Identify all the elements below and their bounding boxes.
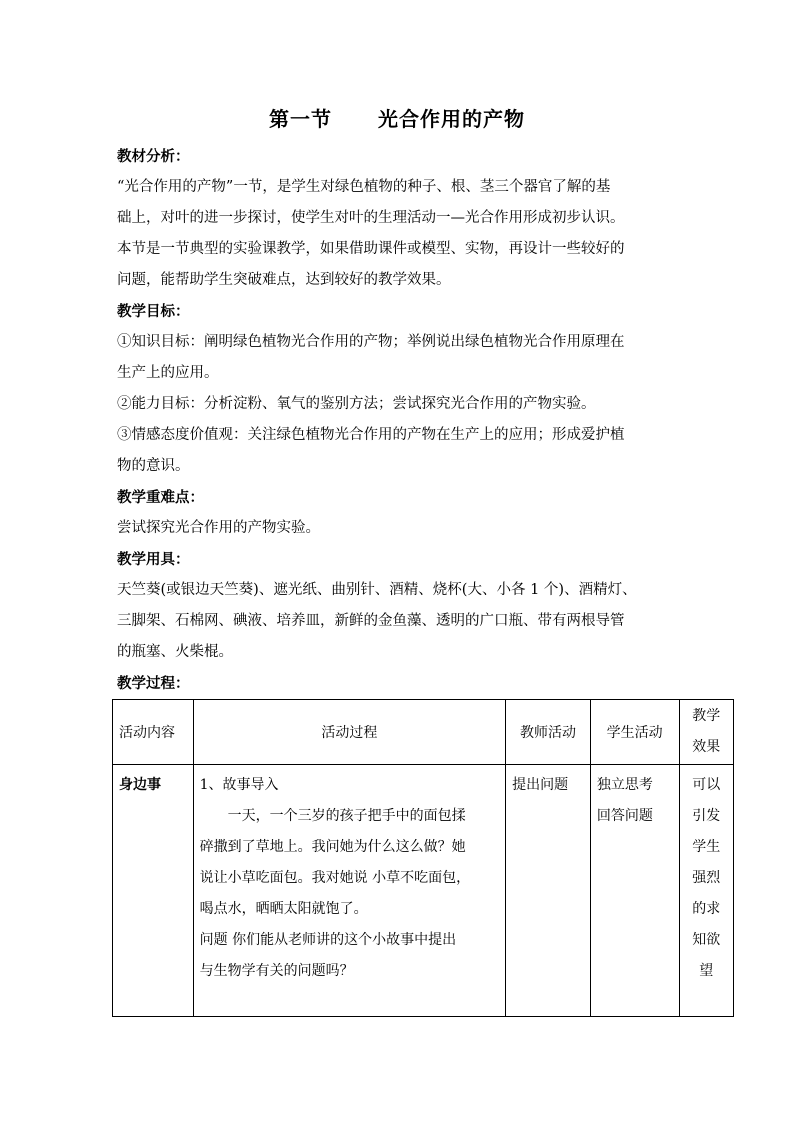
student-line: 独立思考 <box>596 777 653 793</box>
table-row <box>113 765 734 1017</box>
student-line: 回答问题 <box>596 808 653 824</box>
analysis-line: 本节是一节典型的实验课教学，如果借助课件或模型、实物，再设计一些较好的 <box>117 241 625 257</box>
effect-line: 望 <box>699 963 714 979</box>
key-points-heading: 教学重难点： <box>117 489 204 506</box>
analysis-body <box>117 172 679 296</box>
header-activity-content: 活动内容 <box>113 700 194 765</box>
effect-line: 可以 <box>692 777 721 793</box>
tools-line: 天竺葵(或银边天竺葵)、遮光纸、曲别针、酒精、烧杯(大、小各 1 个)、酒精灯、 <box>117 582 637 598</box>
row-activity-process <box>193 765 506 1017</box>
goals-heading: 教学目标： <box>117 303 190 320</box>
analysis-heading: 教材分析： <box>117 148 190 165</box>
tools-heading: 教学用具： <box>117 551 190 568</box>
analysis-line: 问题，能帮助学生突破难点，达到较好的教学效果。 <box>117 272 451 288</box>
process-line: 问题 你们能从老师讲的这个小故事中提出 <box>199 932 457 948</box>
tools-line: 的瓶塞、火柴棍。 <box>117 644 233 660</box>
process-line: 1、故事导入 <box>199 777 279 793</box>
lesson-content <box>117 141 679 699</box>
header-teaching-effect: 教学效果 <box>679 700 733 765</box>
goals-line: 物的意识。 <box>117 458 190 474</box>
goals-line: ①知识目标：阐明绿色植物光合作用的产物；举例说出绿色植物光合作用原理在 <box>117 334 625 350</box>
page-title <box>0 103 794 132</box>
row-teacher-activity: 提出问题 <box>506 765 591 1017</box>
process-line: 与生物学有关的问题吗？ <box>199 963 354 979</box>
goals-line: 生产上的应用。 <box>117 365 219 381</box>
process-line: 碎撒到了草地上。我问她为什么这么做？她 <box>199 839 466 855</box>
title-section: 第一节 <box>269 107 332 131</box>
table-header-row <box>113 700 734 765</box>
row-teaching-effect <box>679 765 733 1017</box>
process-table <box>112 699 734 1017</box>
effect-line: 强烈 <box>692 870 721 886</box>
goals-line: ②能力目标：分析淀粉、氧气的鉴别方法；尝试探究光合作用的产物实验。 <box>117 396 596 412</box>
analysis-line: “光合作用的产物”一节，是学生对绿色植物的种子、根、茎三个器官了解的基 <box>117 179 611 195</box>
effect-line: 引发 <box>692 808 721 824</box>
tools-line: 三脚架、石棉网、碘液、培养皿，新鲜的金鱼藻、透明的广口瓶、带有两根导管 <box>117 613 625 629</box>
process-line: 说让小草吃面包。我对她说 小草不吃面包， <box>199 870 471 886</box>
header-student-activity: 学生活动 <box>590 700 679 765</box>
key-points-line: 尝试探究光合作用的产物实验。 <box>117 520 320 536</box>
title-name: 光合作用的产物 <box>378 107 525 131</box>
effect-line: 的求 <box>692 901 721 917</box>
effect-line: 知欲 <box>692 932 721 948</box>
row-activity-content: 身边事 <box>113 765 194 1017</box>
goals-body <box>117 327 679 482</box>
goals-line: ③情感态度价值观：关注绿色植物光合作用的产物在生产上的应用；形成爱护植 <box>117 427 625 443</box>
header-teacher-activity: 教师活动 <box>506 700 591 765</box>
analysis-line: 础上，对叶的进一步探讨，使学生对叶的生理活动一—光合作用形成初步认识。 <box>117 210 625 226</box>
row-student-activity <box>590 765 679 1017</box>
header-activity-process: 活动过程 <box>193 700 506 765</box>
effect-line: 学生 <box>692 839 721 855</box>
process-line: 喝点水，晒晒太阳就饱了。 <box>199 901 368 917</box>
process-heading: 教学过程： <box>117 675 190 692</box>
process-line: 一天，一个三岁的孩子把手中的面包揉 <box>227 808 466 824</box>
tools-body <box>117 575 679 668</box>
